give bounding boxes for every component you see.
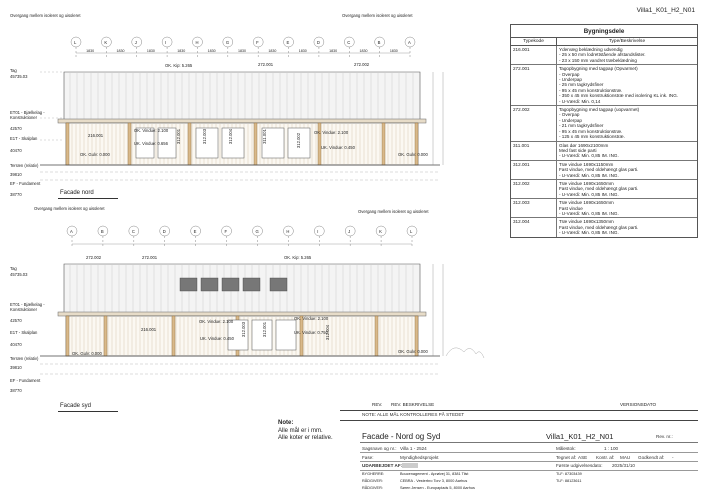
legend-desc-line: Træ vindue 1690x1650mm — [559, 180, 614, 186]
level-terraen-value: 39810 — [10, 365, 22, 370]
legend-desc-line: Træ vindue 1690x1650mm — [559, 200, 614, 206]
level-terraen-name: Terræn (relativ) — [10, 356, 39, 361]
level-tag-value: 45735.03 — [10, 74, 28, 79]
legend-desc-line: - 350 x 45 mm konstruktionstræ med isolering KL ink. ING. — [559, 93, 679, 99]
legend-desc-line: Tagopbygning med tagpap (Opvarmet) — [559, 66, 638, 72]
party-role: BYGHERRE: — [362, 472, 385, 476]
dimension-value: 1830 — [298, 49, 307, 53]
udarbejdet-label: UDARBEJDET AF: — [362, 463, 403, 468]
south-ann-ok-vindue: OK. Vindue: 2.100 — [199, 319, 234, 324]
legend-description — [557, 199, 697, 217]
south-heading-right: Overgang mellem isoleret og uisoleret — [358, 209, 429, 214]
grid-letter: F — [224, 228, 228, 234]
south-heading-left: Overgang mellem isoleret og uisoleret — [34, 206, 105, 211]
south-ann-ok-gulv-2: OK. Gulv: 0.000 — [398, 349, 428, 354]
dimension-value: 1830 — [207, 49, 216, 53]
level-ef-name: EF - Fundament — [10, 181, 41, 186]
grid-letter: B — [377, 39, 381, 45]
party-name: CEBRA - Vesterbro Torv 3, 8000 Aarhus — [400, 479, 468, 483]
south-ann-uk-vindue: UK. Vindue: 0.450 — [200, 336, 234, 341]
facade-south-drawing — [0, 214, 505, 384]
legend-desc-line: - 25 x 50 mm lodrettstående afstandslister. — [559, 52, 646, 58]
level-tag-name: Tag — [10, 266, 17, 271]
legend-table — [510, 24, 698, 238]
dimension-value: 1830 — [86, 49, 95, 53]
north-ann-312-004: 312.004 — [228, 128, 234, 145]
north-ann-ok-vindue-2: OK. Vindue: 2.100 — [314, 130, 349, 135]
legend-desc-line: Træ vindue 1690x1150mm — [559, 161, 614, 167]
tegnet-value: ASE — [578, 455, 588, 460]
legend-desc-line: - Overpap — [559, 71, 580, 77]
dimension-value: 1830 — [238, 49, 246, 53]
legend-row — [511, 180, 697, 199]
south-ann-ok-vindue-2: OK. Vindue: 2.100 — [294, 316, 329, 321]
rev-nr-label: Rev. nr.: — [656, 434, 673, 439]
legend-description — [557, 106, 697, 140]
level-tag-name: Tag — [10, 68, 17, 73]
south-ann-312-003: 312.003 — [241, 321, 247, 338]
legend-desc-line: - Underpap — [559, 117, 582, 123]
legend-desc-line: - U-Værdi: Min. 0,85 IM. ING. — [559, 230, 619, 236]
grid-letter: J — [134, 39, 137, 45]
grid-letter: I — [317, 228, 319, 234]
sheet-id: Villa1_K01_H2_N01 — [636, 7, 695, 14]
legend-desc-line: - 23 x 150 mm vandret træbeklædning — [559, 57, 637, 63]
grid-letter: L — [410, 228, 413, 234]
title-rule-4 — [360, 461, 698, 462]
legend-description — [557, 161, 697, 179]
legend-desc-line: Træ vindue 1690x1350mm — [559, 219, 614, 225]
grid-letter: E — [286, 39, 290, 45]
title-top-note: NOTE: ALLE MÅL KONTROLLERES PÅ STEDET — [362, 412, 465, 417]
rev-col-desc: REV. BESKRIVELSE — [391, 402, 435, 407]
level-terraen-name: Terræn (relativ) — [10, 163, 39, 168]
party-role: RÅDGIVER: — [362, 479, 383, 483]
dimension-value: 1830 — [116, 49, 125, 53]
north-ann-312-003: 312.003 — [202, 128, 208, 145]
south-caption: Facade syd — [60, 403, 92, 409]
north-heading-right: Overgang mellem isoleret og uisoleret — [342, 13, 413, 18]
legend-row — [511, 106, 697, 141]
party-tlf: TLF: 88123611 — [556, 479, 582, 483]
udarbejdet-logo — [402, 463, 418, 468]
legend-code: 312.003 — [511, 199, 557, 217]
legend-description — [557, 65, 697, 105]
north-ann-272-001: 272.001 — [258, 62, 274, 67]
legend-desc-line: - 95 x 45 mm konstruktionstræ. — [559, 128, 623, 134]
legend-rows — [511, 46, 697, 237]
rev-rule — [340, 410, 698, 411]
notes-block — [278, 420, 333, 441]
notes-line-1: Alle mål er i mm. — [278, 428, 323, 434]
level-e1t-name: E1T - Skalplan — [10, 136, 38, 141]
legend-desc-line: Ydervæg beklædning udvendig — [559, 47, 623, 52]
grid-letter: A — [408, 39, 411, 45]
south-caption-rule — [58, 411, 118, 412]
level-ef-name: EF - Fundament — [10, 378, 41, 383]
south-ann-272-001: 272.001 — [142, 255, 158, 260]
legend-desc-line: - 25 mm tagkrydsfiner — [559, 82, 604, 88]
facade-north-drawing — [0, 20, 505, 190]
legend-description — [557, 218, 697, 236]
title-rule-2 — [360, 442, 698, 443]
legend-code: 312.002 — [511, 180, 557, 198]
legend-code: 216.001 — [511, 46, 557, 64]
legend-desc-line: Tagopbygning med tagpap (uopvarmet) — [559, 107, 640, 113]
legend-row — [511, 218, 697, 236]
north-ann-ok-gulv-2: OK. Gulv: 0.000 — [398, 152, 428, 157]
dimension-value: 1830 — [146, 49, 155, 53]
level-et01-name: ET01 - Bjælkelag - Konstruktioner — [10, 302, 45, 312]
legend-code: 311.001 — [511, 142, 557, 160]
legend-desc-line: Fast vindue, med oldehængt glas parti. — [559, 224, 639, 230]
grid-letter: K — [104, 39, 108, 45]
drawing-title: Facade - Nord og Syd — [362, 432, 441, 441]
south-ann-uk-vindue-2: UK. Vindue: 0.750 — [294, 330, 328, 335]
grid-letter: F — [256, 39, 259, 45]
grid-letter: C — [131, 228, 135, 234]
legend-row — [511, 142, 697, 161]
grid-letter: A — [70, 228, 73, 234]
dimension-value: 1830 — [329, 49, 338, 53]
grid-letter: D — [162, 228, 166, 234]
legend-code: 272.002 — [511, 106, 557, 140]
dimension-value: 1830 — [389, 49, 398, 53]
south-ann-ok-gulv: OK. Gulv: 0.000 — [72, 351, 102, 356]
legend-desc-line: - 21 mm tagkrydsfiner — [559, 123, 604, 129]
legend-description — [557, 180, 697, 198]
legend-desc-line: - U-Værdi: Min. 0,85 IM. ING. — [559, 153, 619, 159]
notes-line-2: Alle koter er relative. — [278, 435, 333, 441]
godkendt-label: Godkendt af: — [638, 455, 665, 460]
grid-letter: E — [193, 228, 197, 234]
south-ann-312-001: 312.001 — [262, 321, 268, 338]
grid-letter: H — [286, 228, 290, 234]
dimension-value: 1830 — [359, 49, 368, 53]
legend-desc-line: - U-Værdi: Min. 0,14 — [559, 98, 601, 104]
north-ann-311-001: 311.001 — [261, 129, 267, 144]
legend-description — [557, 46, 697, 64]
grid-letter: H — [195, 39, 199, 45]
udgivelse-label: Første udgivelsesdato: — [556, 463, 603, 468]
legend-title: Bygningsdele — [511, 25, 697, 38]
legend-desc-line: - 125 x 45 mm konstruktionstræ. — [559, 134, 625, 140]
legend-code: 312.004 — [511, 218, 557, 236]
legend-desc-line: - U-Værdi: Min. 0,85 IM. ING. — [559, 210, 619, 216]
grid-letter: G — [225, 39, 230, 45]
legend-col-code: Typekode — [511, 38, 557, 45]
dimension-value: 1830 — [268, 49, 277, 53]
legend-code: 272.001 — [511, 65, 557, 105]
north-caption-rule — [58, 198, 118, 199]
grid-circle — [314, 226, 324, 236]
grid-letter: C — [347, 39, 351, 45]
north-heading-left: Overgang mellem isoleret og uisoleret — [10, 13, 81, 18]
title-rule-1 — [340, 420, 698, 421]
level-ef-value: 38770 — [10, 388, 22, 393]
legend-desc-line: - Overpap — [559, 112, 580, 118]
drawing-number: Villa1_K01_H2_N01 — [546, 432, 614, 441]
south-ann-272-002: 272.002 — [86, 255, 102, 260]
legend-code: 312.001 — [511, 161, 557, 179]
level-e1t-value: 40470 — [10, 148, 22, 153]
kontr-value: MAU — [620, 455, 631, 460]
north-ann-312-002: 312.002 — [296, 132, 302, 149]
rev-col-date: VERSIONSDATO — [620, 402, 657, 407]
north-ann-ok-vindue: OK. Vindue: 2.100 — [134, 128, 169, 133]
legend-row — [511, 199, 697, 218]
fase-label: Fase: — [362, 455, 374, 460]
grid-letter: D — [316, 39, 320, 45]
grid-letter: J — [348, 228, 351, 234]
north-ann-uk-vindue-2: UK. Vindue: 0.450 — [321, 145, 355, 150]
grid-circle — [162, 37, 172, 47]
south-ann-216: 216.001 — [141, 327, 157, 332]
notes-title: Note: — [278, 420, 294, 426]
legend-desc-line: Glas dør 1690x2100mm — [559, 142, 609, 148]
udgivelse-value: 2025/31/10 — [612, 463, 635, 468]
legend-row — [511, 161, 697, 180]
sagsnavn-value: Villa 1 - 2524 — [400, 446, 427, 451]
rev-col-rev: REV. — [372, 402, 383, 407]
title-rule-3 — [360, 452, 698, 453]
level-ef-value: 38770 — [10, 192, 22, 197]
legend-desc-line: - U-Værdi: Min. 0,85 IM. ING. — [559, 172, 619, 178]
legend-row — [511, 65, 697, 106]
level-e1t-name: E1T - Skalplan — [10, 330, 38, 335]
party-name: Boucenagement - Aprølvej 31, 8381 Tilst — [400, 472, 469, 476]
sagsnavn-label: Sagsnavn og nr.: — [362, 446, 397, 451]
north-ann-312-001: 312.001 — [176, 128, 182, 145]
level-e1t-value: 40470 — [10, 342, 22, 347]
north-caption: Facade nord — [60, 190, 94, 196]
fase-value: Myndighedsprojekt — [400, 455, 439, 460]
level-terraen-value: 39810 — [10, 172, 22, 177]
legend-desc-line: Fast vindue, med oldehængt glas parti. — [559, 167, 639, 173]
grid-letter: L — [74, 39, 77, 45]
legend-desc-line: Fast vindue — [559, 205, 583, 211]
legend-description — [557, 142, 697, 160]
grid-letter: G — [255, 228, 259, 234]
legend-col-desc: Type/Beskrivelse — [608, 39, 646, 44]
legend-desc-line: - Underpap — [559, 77, 582, 83]
legend-header — [511, 38, 697, 46]
north-ann-ok-gulv: OK. Gulv: 0.000 — [80, 152, 110, 157]
legend-desc-line: Fast vindue, med oldehængt glas parti. — [559, 186, 639, 192]
party-name: Søren Jensen - Europaplads 5, 8000 Aarhus — [400, 486, 475, 490]
grid-letter: K — [379, 228, 382, 234]
kontr-label: Kontr. af: — [596, 455, 615, 460]
north-ann-272-002: 272.002 — [354, 62, 370, 67]
south-ann-312-004: 312.004 — [325, 324, 331, 341]
godkendt-value: - — [672, 455, 674, 460]
grid-letter: B — [100, 228, 104, 234]
dimension-value: 1830 — [177, 49, 186, 53]
level-tag-value: 45735.03 — [10, 272, 28, 277]
title-rule-5 — [360, 470, 698, 471]
grid-letter: I — [165, 39, 167, 45]
level-et01-value: 42570 — [10, 318, 22, 323]
level-et01-name: ET01 - Bjælkelag - Konstruktioner — [10, 110, 45, 120]
legend-desc-line: - U-Værdi: Min. 0,85 IM. ING. — [559, 191, 619, 197]
party-role: RÅDGIVER: — [362, 486, 383, 490]
legend-desc-line: - 95 x 45 mm konstruktionstræ. — [559, 87, 623, 93]
legend-desc-line: Med fast side parti — [559, 147, 597, 153]
north-ann-ok-kip: OK. Kip: 5.265 — [165, 63, 193, 68]
north-ann-uk-vindue: UK. Vindue: 0.656 — [134, 141, 168, 146]
north-ann-216: 216.001 — [88, 133, 104, 138]
legend-row — [511, 46, 697, 65]
maalestok-value: 1 : 100 — [604, 446, 619, 451]
party-tlf: TLF: 87303439 — [556, 472, 582, 476]
tegnet-label: Tegnet af: — [556, 455, 577, 460]
level-et01-value: 42570 — [10, 126, 22, 131]
maalestok-label: Målestok: — [556, 446, 576, 451]
south-ann-ok-kip: OK. Kip: 5.265 — [284, 255, 312, 260]
